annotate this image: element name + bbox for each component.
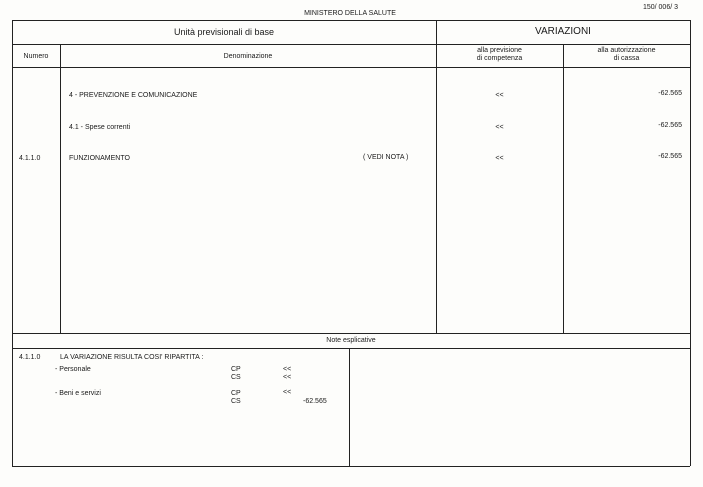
row-nota-ref: ( VEDI NOTA ) <box>363 154 409 161</box>
page-code: 150/ 006/ 3 <box>642 4 678 11</box>
notes-item-label: - Beni e servizi <box>55 390 101 397</box>
variations-title: VARIAZIONI <box>535 26 591 37</box>
col-header-numero: Numero <box>23 53 49 60</box>
col-header-denominazione: Denominazione <box>223 53 273 60</box>
notes-col-divider <box>349 348 350 466</box>
row-competenza: << <box>495 155 504 162</box>
table-right-border <box>690 20 691 466</box>
table-left-border <box>12 20 13 466</box>
notes-item-cp-label: CP <box>231 390 241 397</box>
table-top-border <box>12 20 690 21</box>
col-header-competenza: alla previsione di competenza <box>476 47 523 63</box>
row-competenza: << <box>495 92 504 99</box>
notes-title: Note esplicative <box>326 337 376 344</box>
header-separator-2 <box>12 67 690 68</box>
col-divider-variazioni <box>436 20 437 333</box>
table-bottom-border <box>12 466 690 467</box>
notes-item-label: - Personale <box>55 366 91 373</box>
notes-item-cs-label: CS <box>231 398 241 405</box>
col-header-cassa: alla autorizzazione di cassa <box>597 47 656 63</box>
notes-item-cp-value: << <box>283 366 292 373</box>
notes-ref: 4.1.1.0 <box>19 354 41 361</box>
notes-item-cs-value: -62.565 <box>303 398 327 405</box>
notes-item-cs-value: << <box>283 374 292 381</box>
notes-title-border <box>12 348 690 349</box>
header-separator-1 <box>12 44 690 45</box>
notes-item-cs-label: CS <box>231 374 241 381</box>
col-divider-cassa <box>563 44 564 333</box>
row-cassa: -62.565 <box>658 153 682 160</box>
row-competenza: << <box>495 124 504 131</box>
notes-heading: LA VARIAZIONE RISULTA COSI' RIPARTITA : <box>60 354 204 361</box>
row-cassa: -62.565 <box>658 90 682 97</box>
notes-item-cp-label: CP <box>231 366 241 373</box>
notes-item-cp-value: << <box>283 389 292 396</box>
ministry-title: MINISTERO DELLA SALUTE <box>304 10 396 17</box>
row-numero: 4.1.1.0 <box>19 155 41 162</box>
row-denominazione: FUNZIONAMENTO <box>69 155 130 162</box>
row-cassa: -62.565 <box>658 122 682 129</box>
row-denominazione: 4.1 - Spese correnti <box>69 124 131 131</box>
notes-top-border <box>12 333 690 334</box>
section-title: Unità previsionali di base <box>173 27 275 37</box>
row-denominazione: 4 - PREVENZIONE E COMUNICAZIONE <box>69 92 198 99</box>
col-divider-numero <box>60 44 61 333</box>
